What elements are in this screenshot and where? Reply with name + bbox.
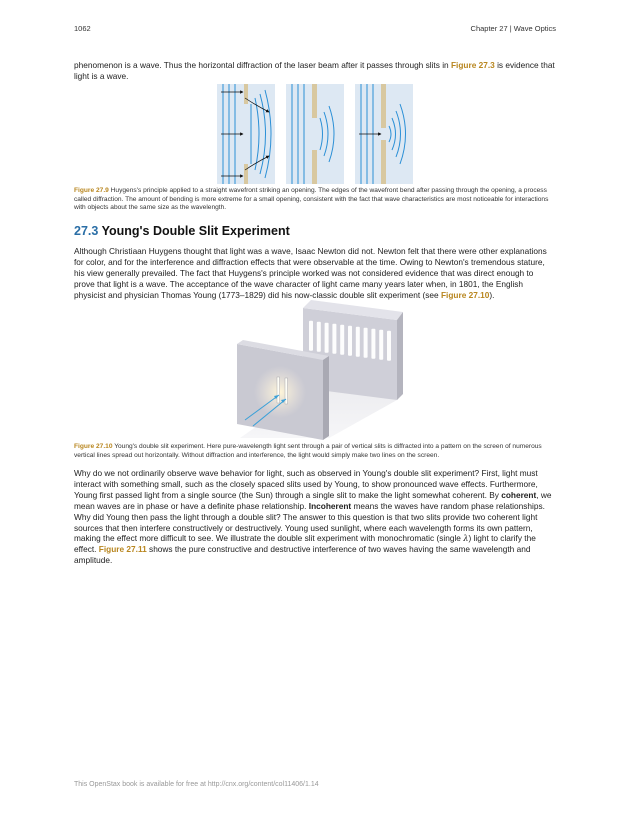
figure-27-10-link[interactable]: Figure 27.10	[440, 289, 490, 300]
paragraph-newton-young: Although Christiaan Huygens thought that light was a wave, Isaac Newton did not. Newton felt that there were other explanations for color, and for the interference and diffraction effects that were observable at the time. Owing to Newton's tremendous stature, his view generally prevailed. The fact that Huygens's principle worked was not considered evidence that was direct enough to prove that light is a wave. The acceptance of the wave character of light came many years later when, in 1801, the English physicist and physician Thomas Young (1773–1829) did his now-classic double slit experiment (see Figure 27.10).	[74, 246, 547, 300]
figure-27-3-link[interactable]: Figure 27.3	[450, 60, 495, 70]
fringe-line	[364, 328, 368, 358]
fringe-line	[348, 326, 352, 356]
panel-wide-opening	[217, 84, 275, 184]
slit-left	[277, 377, 280, 403]
figure-27-9-illustration	[217, 84, 413, 184]
panel-medium-opening	[286, 84, 344, 184]
figure-27-9-caption: Figure 27.9 Huygens's principle applied to a straight wavefront striking an opening. The edges of the wavefront bend after passing through the opening, a process called diffraction. The amount of bending is more extreme for a small opening, consistent with the fact that wave characteristics are most noticeable for interactions with objects about the same size as the wavelength.	[74, 187, 549, 212]
section-heading: 27.3 Young's Double Slit Experiment	[74, 224, 290, 238]
fringe-line	[371, 329, 375, 359]
fringe-line	[325, 323, 329, 353]
running-header	[74, 24, 556, 33]
fringe-line	[317, 322, 321, 352]
figure-27-10-caption: Figure 27.10 Young's double slit experiment. Here pure-wavelength light sent through a pair of vertical slits is diffracted into a pattern on the screen of numerous vertical lines spread out horizontally. Without diffraction and interference, the light would simply make two lines on the screen.	[74, 443, 542, 459]
page-number: 1062	[74, 24, 91, 33]
figure-27-10-illustration	[225, 298, 405, 440]
footer-license: This OpenStax book is available for free at http://cnx.org/content/col11406/1.14	[74, 781, 319, 788]
fringe-line	[340, 325, 344, 355]
fringe-line	[356, 327, 360, 357]
chapter-title: Chapter 27 | Wave Optics	[470, 24, 556, 33]
lambda-symbol: λ	[463, 533, 469, 544]
fringe-line	[379, 330, 383, 360]
fringe-line	[332, 324, 336, 354]
paragraph-coherence: Why do we not ordinarily observe wave behavior for light, such as observed in Young's double slit experiment? First, light must interact with something small, such as the closely spaced slits used by Young, to show pronounced wave effects. Furthermore, Young first passed light from a single source (the Sun) through a single slit to make the light somewhat coherent. By coherent, we mean waves are in phase or have a definite phase relationship. Incoherent means the waves have random phase relationships. Why did Young then pass the light through a double slit? The answer to this question is that two slits provide two coherent light sources that then interfere constructively or destructively. Young used sunlight, where each wavelength forms its own pattern, making the effect more difficult to see. We illustrate the double slit experiment with monochromatic (single λ) light to clarify the effect. Figure 27.11 shows the pure constructive and destructive interference of two waves having the same wavelength and amplitude.	[74, 468, 552, 566]
intro-paragraph: phenomenon is a wave. Thus the horizontal diffraction of the laser beam after it passes through slits in Figure 27.3 is evidence that light is a wave.	[74, 60, 555, 81]
panel-small-opening	[355, 84, 413, 184]
fringe-line	[387, 331, 391, 361]
figure-27-11-link[interactable]: Figure 27.11	[98, 544, 147, 555]
fringe-line	[309, 321, 313, 351]
